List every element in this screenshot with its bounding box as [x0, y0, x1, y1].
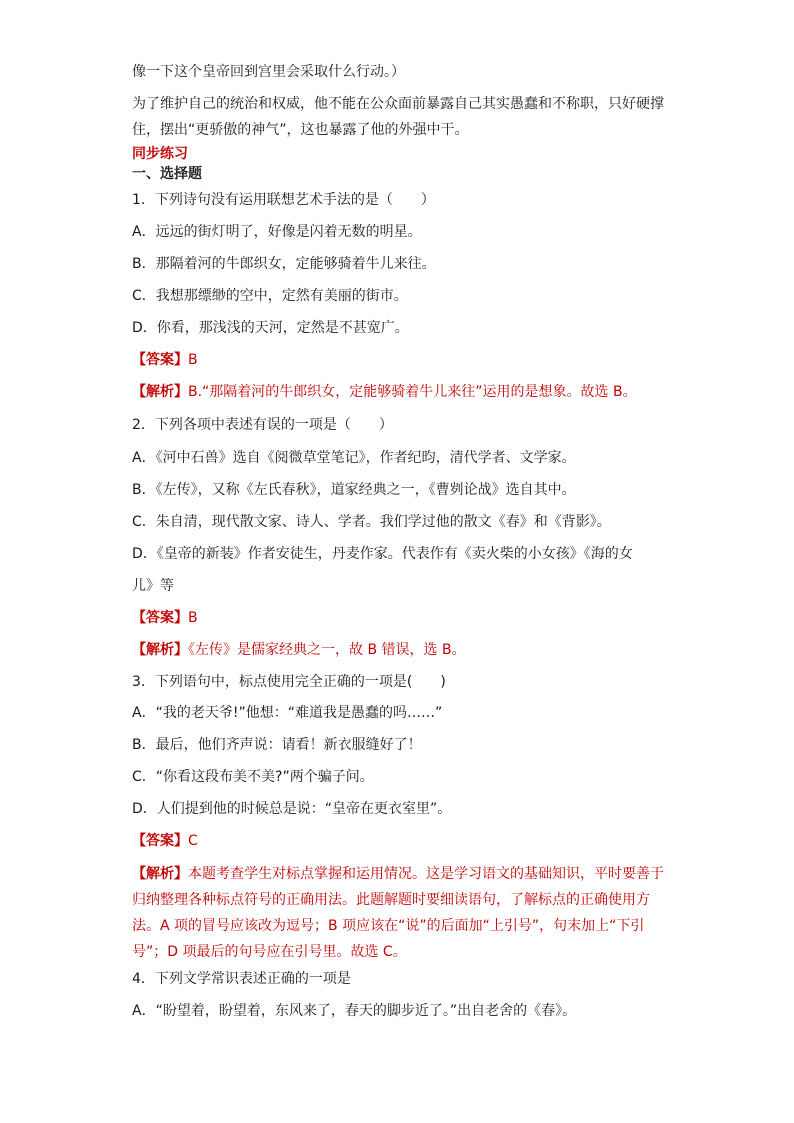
answer-tag: 【答案】 [132, 610, 188, 626]
intro-line-3: 住，摆出“更骄傲的神气”，这也暴露了他的外强中干。 [132, 122, 469, 138]
question-2-analysis [132, 640, 672, 660]
question-4-option-a: A．“盼望着，盼望着，东风来了，春天的脚步近了。”出自老舍的《春》。 [132, 1003, 577, 1019]
question-1-answer [132, 350, 672, 370]
question-3-option-c: C．“你看这段布美不美?”两个骗子问。 [132, 769, 374, 785]
question-2-option-c: C．朱自清，现代散文家、诗人、学者。我们学过他的散文《春》和《背影》。 [132, 514, 611, 530]
question-1-option-b: B．那隔着河的牛郎织女，定能够骑着牛儿来往。 [132, 256, 436, 272]
question-1-analysis [132, 382, 672, 402]
question-1-stem: 1．下列诗句没有运用联想艺术手法的是（ ） [132, 192, 435, 208]
answer-value: B [188, 610, 198, 626]
answer-tag: 【答案】 [132, 833, 188, 849]
question-3-option-d: D．人们提到他的时候总是说：“皇帝在更衣室里”。 [132, 801, 452, 817]
question-3-answer [132, 831, 672, 851]
analysis-text: 本题考查学生对标点掌握和运用情况。这是学习语文的基础知识，平时要善于归纳整理各种标点符号的正确用法。此题解题时要细读语句，了解标点的正确使用方法。A 项的冒号应该改为逗号；B 项应该在“说”的后面加“上引号”，句末加上“下引号”；D 项最后的句号应在引号里。故选 C。 [132, 866, 664, 960]
answer-value: C [188, 833, 198, 849]
analysis-tag: 【解析】 [132, 384, 188, 400]
document-page [132, 62, 672, 1021]
question-1-option-c: C．我想那缥缈的空中，定然有美丽的街市。 [132, 288, 408, 304]
question-2-option-d-cont: 儿》等 [132, 578, 174, 594]
analysis-text: B.“那隔着河的牛郎织女，定能够骑着牛儿来往”运用的是想象。故选 B。 [188, 384, 637, 400]
question-3-option-b: B．最后，他们齐声说：请看！新衣服缝好了！ [132, 737, 422, 753]
question-2-option-a: A．《河中石兽》选自《阅微草堂笔记》，作者纪昀，清代学者、文学家。 [132, 450, 576, 466]
question-3-option-a: A．“我的老天爷!”他想：“难道我是愚蠢的吗……” [132, 705, 443, 721]
intro-line-2: 为了维护自己的统治和权威，他不能在公众面前暴露自己其实愚蠢和不称职，只好硬撑 [132, 96, 664, 112]
section-title: 同步练习 [132, 146, 188, 162]
analysis-text: 《左传》是儒家经典之一，故 B 错误，选 B。 [188, 642, 466, 658]
question-2-option-d: D．《皇帝的新装》作者安徒生，丹麦作家。代表作有《卖火柴的小女孩》《海的女 [132, 546, 633, 562]
subsection-title: 一、选择题 [132, 166, 202, 182]
answer-value: B [188, 352, 198, 368]
question-3-stem: 3．下列语句中，标点使用完全正确的一项是( ) [132, 674, 446, 690]
question-1-option-a: A．远远的街灯明了，好像是闪着无数的明星。 [132, 224, 422, 240]
question-2-option-b: B．《左传》，又称《左氏春秋》，道家经典之一，《曹刿论战》选自其中。 [132, 482, 576, 498]
intro-line-1: 像一下这个皇帝回到宫里会采取什么行动。） [132, 64, 405, 80]
question-3-analysis [132, 861, 672, 965]
analysis-tag: 【解析】 [132, 642, 188, 658]
question-4-stem: 4．下列文学常识表述正确的一项是 [132, 971, 351, 987]
question-1-option-d: D．你看，那浅浅的天河，定然是不甚宽广。 [132, 320, 409, 336]
answer-tag: 【答案】 [132, 352, 188, 368]
question-2-stem: 2．下列各项中表述有误的一项是（ ） [132, 417, 393, 433]
analysis-tag: 【解析】 [132, 866, 188, 882]
question-2-answer [132, 608, 672, 628]
